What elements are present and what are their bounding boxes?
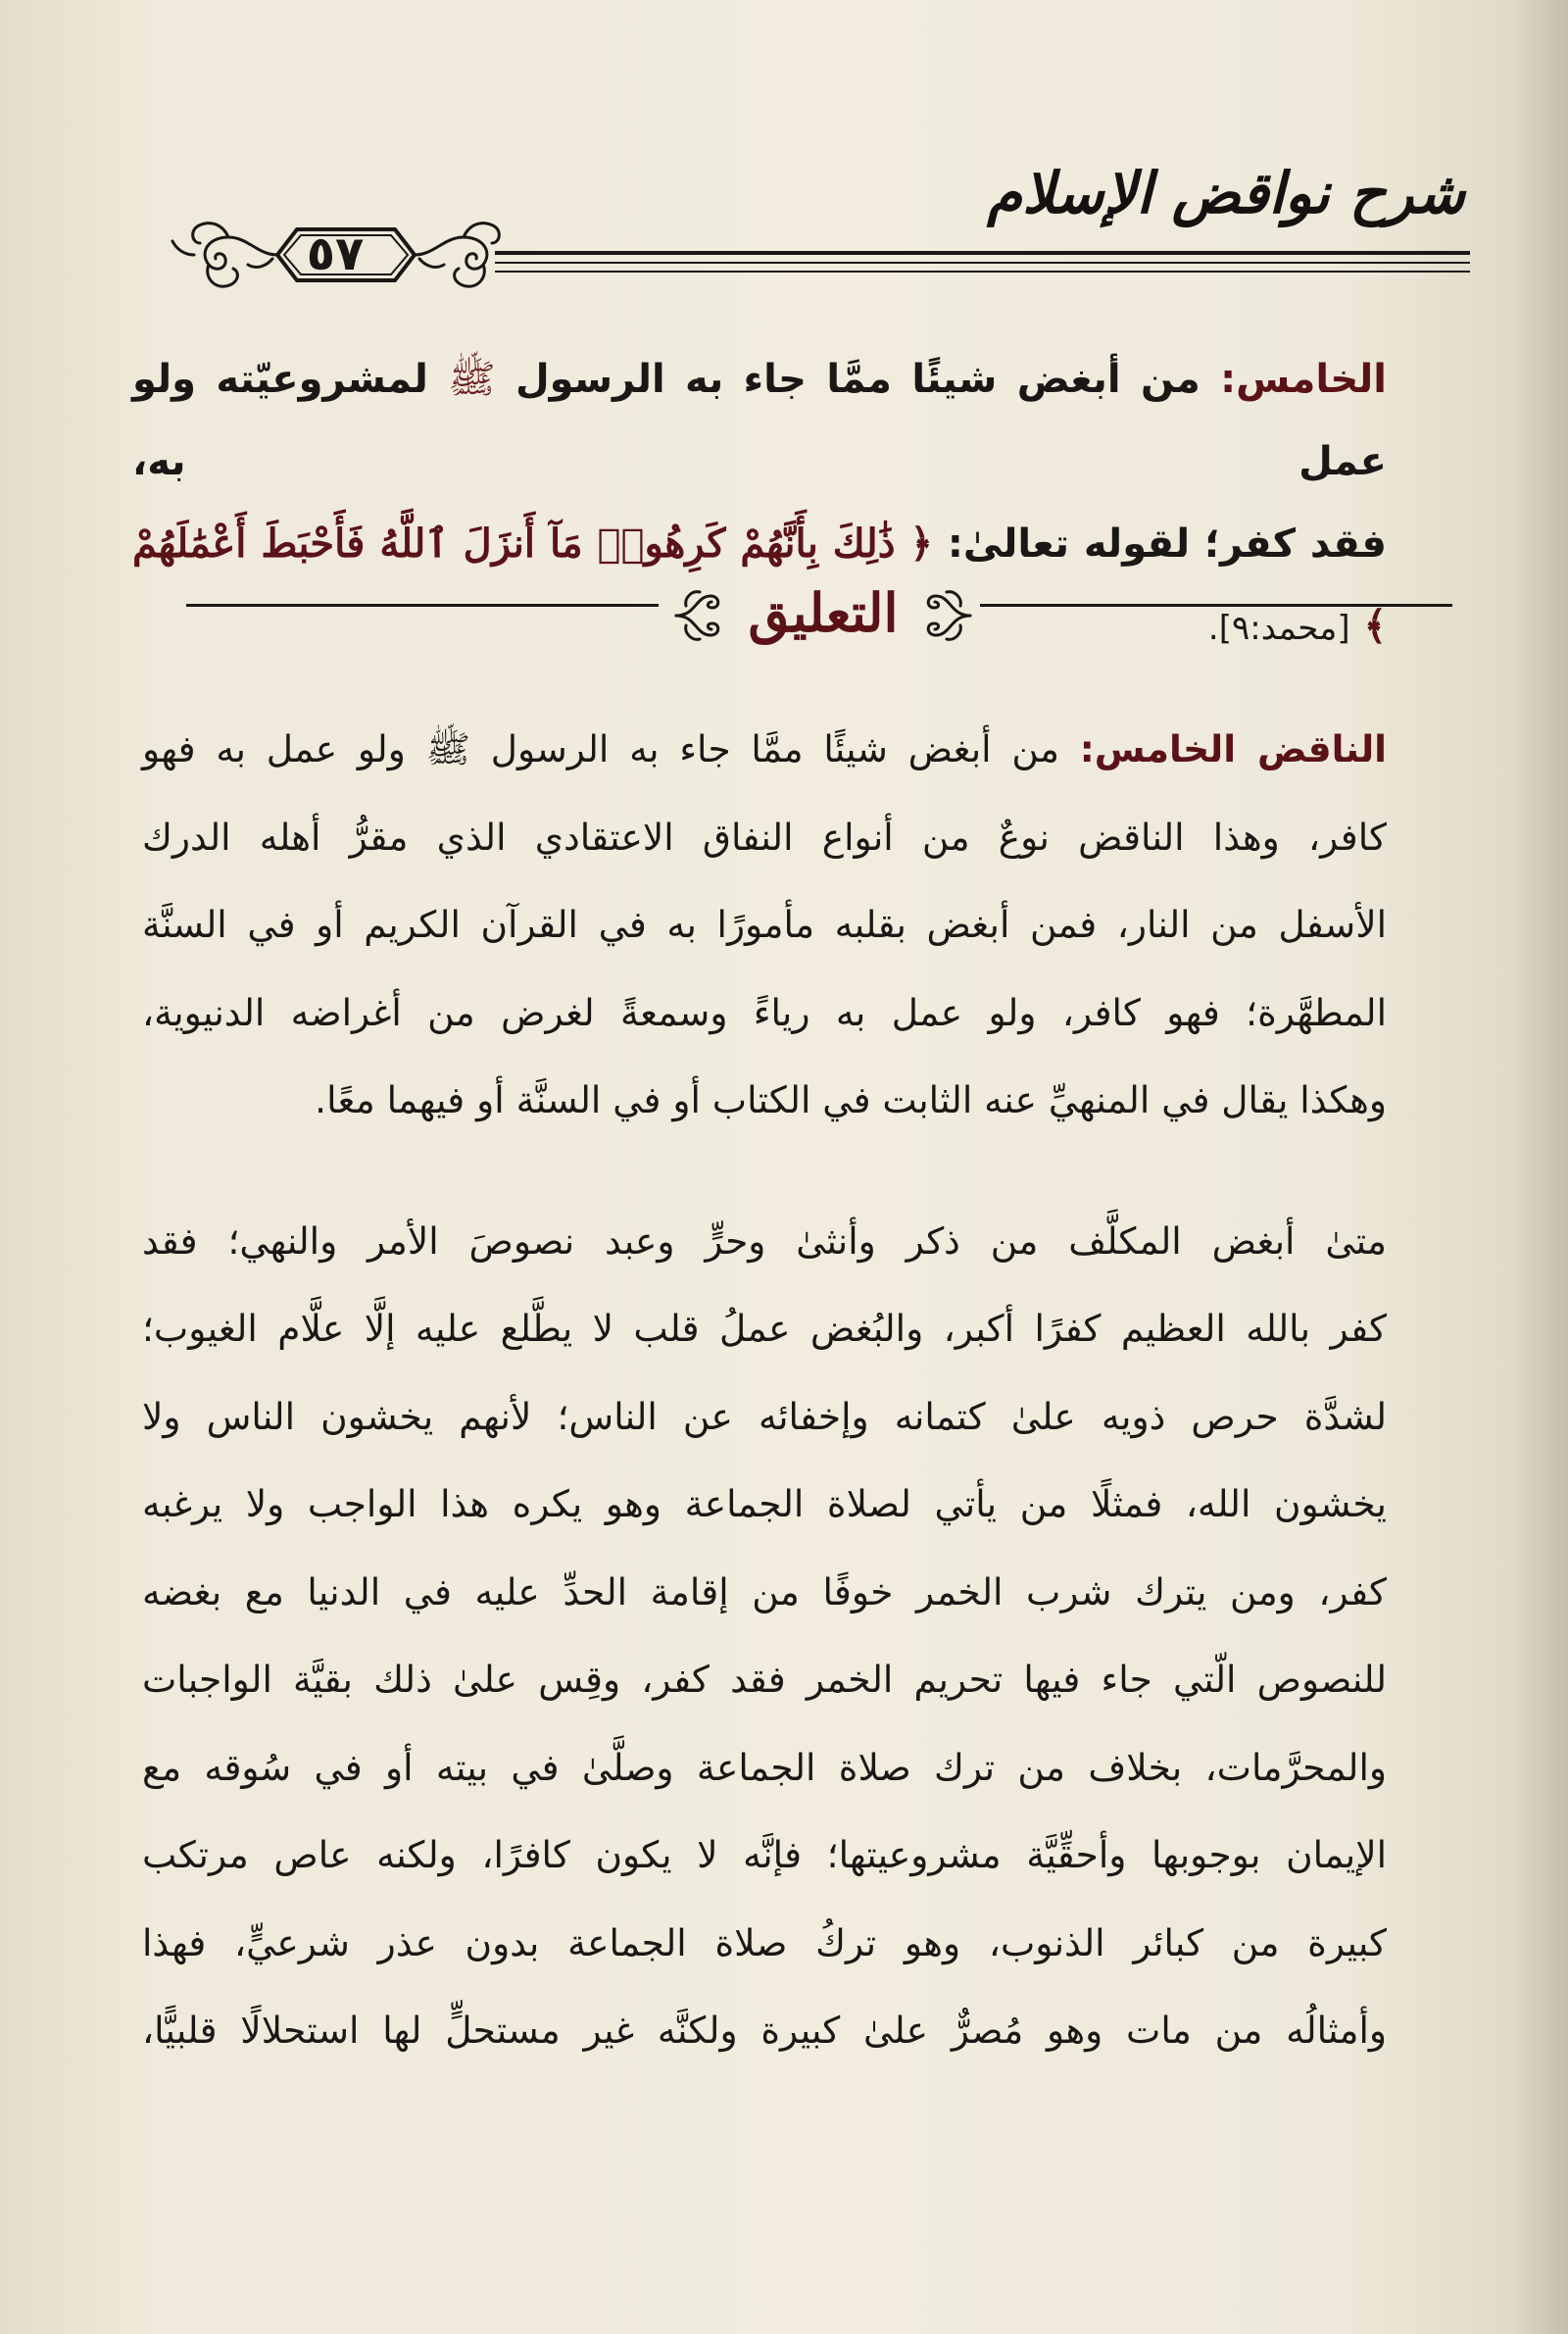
text-line: كافر، وهذا الناقض نوعٌ من أنواع النفاق الاعتقادي الذي مقرُّ أهله الدرك [142, 815, 1387, 859]
matn-line [132, 338, 1387, 503]
text-line: الأسفل من النار، فمن أبغض بقلبه مأمورًا به في القرآن الكريم أو في السنَّة [142, 903, 1387, 946]
section-divider-rule [186, 604, 659, 607]
matn-label: الخامس: [1220, 357, 1387, 402]
section-divider-rule [980, 604, 1452, 607]
matn-text-segment: فقد كفر؛ لقوله تعالىٰ: [947, 521, 1387, 567]
text-line: وهكذا يقال في المنهيِّ عنه الثابت في الكتاب أو في السنَّة أو فيهما معًا. [315, 1078, 1387, 1121]
text-line: الإيمان بوجوبها وأحقِّيَّة مشروعيتها؛ فإنَّه لا يكون كافرًا، ولكنه عاص مرتكب [142, 1833, 1387, 1876]
text-line: متىٰ أبغض المكلَّف من ذكر وأنثىٰ وحرٍّ وعبد نصوصَ الأمر والنهي؛ فقد [142, 1218, 1387, 1263]
verse-reference: [محمد:٩]. [1207, 609, 1350, 648]
commentary-paragraph [142, 1198, 1387, 2075]
running-header-title: شرح نواقض الإسلام [987, 160, 1465, 226]
matn-text-segment: لمشروعيّته ولو عمل به، [132, 357, 1387, 484]
text-segment: من أبغض شيئًا ممَّا جاء به الرسول ﷺ ولو عمل به فهو [142, 727, 1059, 770]
text-line: والمحرَّمات، بخلاف من ترك صلاة الجماعة وصلَّىٰ في بيته أو في سُوقه مع [142, 1745, 1387, 1789]
text-line: يخشون الله، فمثلًا من يأتي لصلاة الجماعة وهو يكره هذا الواجب ولا يرغبه [142, 1482, 1387, 1525]
text-line: كبيرة من كبائر الذنوب، وهو تركُ صلاة الجماعة بدون عذر شرعيٍّ، فهذا [142, 1920, 1387, 1964]
honorific-symbol: ﷺ [448, 357, 496, 402]
section-title: التعليق [748, 581, 899, 644]
header-rule [495, 251, 1470, 273]
matn-text-segment: من أبغض شيئًا ممَّا جاء به الرسول [514, 357, 1200, 402]
scroll-ornament-icon [666, 576, 725, 655]
commentary-lead: الناقض الخامس: [1079, 727, 1388, 770]
text-line: وأمثالُه من مات وهو مُصرٌّ علىٰ كبيرة ولكنَّه غير مستحلٍّ لها استحلالًا قلبيًّا، [142, 2009, 1387, 2052]
text-line: للنصوص الّتي جاء فيها تحريم الخمر فقد كفر، وقِس علىٰ ذلك بقيَّة الواجبات [142, 1658, 1387, 1701]
page-number: ٥٧ [306, 226, 365, 281]
quran-verse: ﴿ ذَٰلِكَ بِأَنَّهُمْ كَرِهُوا۟ مَآ أَنزَلَ ٱللَّهُ فَأَحْبَطَ أَعْمَٰلَهُمْ ﴾ [132, 521, 1387, 649]
text-line: لشدَّة حرص ذويه علىٰ كتمانه وإخفائه عن الناس؛ لأنهم يخشون الناس ولا [142, 1394, 1387, 1438]
commentary-body [142, 706, 1387, 2075]
text-line: كفر بالله العظيم كفرًا أكبر، والبُغض عملُ قلب لا يطَّلع عليه إلَّا علَّام الغيوب؛ [142, 1307, 1387, 1350]
scroll-ornament-icon [921, 576, 980, 655]
text-line [142, 706, 1387, 794]
text-line: كفر، ومن يترك شرب الخمر خوفًا من إقامة الحدِّ عليه في الدنيا مع بغضه [142, 1569, 1387, 1614]
paragraph-gap [142, 1145, 1387, 1198]
commentary-paragraph [142, 706, 1387, 1145]
text-line: المطهَّرة؛ فهو كافر، ولو عمل به رياءً وسمعةً لغرض من أغراضه الدنيوية، [142, 990, 1387, 1034]
